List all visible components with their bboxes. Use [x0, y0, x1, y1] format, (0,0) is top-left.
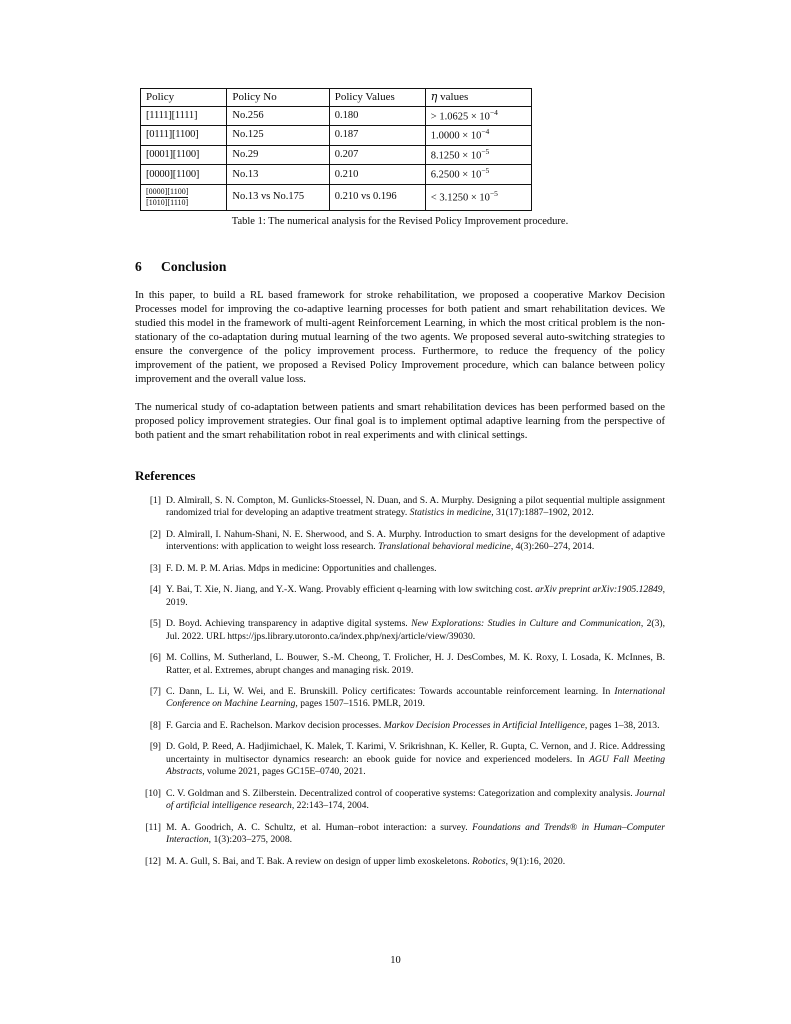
section-number: 6 [135, 258, 142, 274]
table-body [141, 106, 532, 210]
cell-policy-no: No.13 [227, 165, 329, 185]
reference-item [135, 741, 665, 778]
cell-policy [141, 145, 227, 165]
cell-policy [141, 126, 227, 146]
cell-eta-value: > $1.0625 \times 10^{-4}$ [425, 106, 531, 126]
reference-segment: D. Almirall, I. Nahum-Shani, N. E. Sherwood, and S. A. Murphy. Introduction to smart designs for the development of adaptive interventions: with application to weight loss research. [166, 528, 665, 553]
reference-text [166, 529, 665, 554]
column-header-eta-values: η values [425, 89, 531, 107]
cell-policy-no: No.13 vs No.175 [227, 184, 329, 210]
reference-marker: [8] [149, 719, 161, 731]
reference-item [135, 856, 665, 868]
cell-policy [141, 184, 227, 210]
reference-marker: [9] [149, 741, 161, 753]
page-number: 10 [390, 955, 401, 966]
reference-segment: , 2019. [166, 584, 666, 608]
reference-segment: M. Collins, M. Sutherland, L. Bouwer, S.-M. Cheong, T. Frolicher, H. J. DesCombes, M. K. Roxy, I. Losada, K. McInnes, B. Ratter, et al. Extremes, abrupt changes and managing risk. 2019. [166, 652, 665, 676]
reference-marker: [5] [149, 618, 161, 630]
reference-segment: , 1(3):203–275, 2008. [208, 834, 293, 846]
section-title: Conclusion [161, 258, 227, 274]
eta-exponent: −5 [489, 189, 498, 199]
reference-segment: , volume 2021, pages GC15E–0740, 2021. [202, 766, 366, 778]
reference-text [166, 618, 665, 643]
conclusion-paragraph-1: In this paper, to build a RL based framework for stroke rehabilitation, we proposed a cooperative Markov Decision Processes model for improving the co-adaptive learning processes for both patient and smart rehabilitation devices. We studied this model in the framework of multi-agent Reinforcement Learning, in which the most critical problem is the non-stationary of the co-adaptation during mutual learning of the two agents. We proposed several auto-switching strategies to ensure the convergence of the policy improvement process. Furthermore, to reduce the frequency of the policy improvement of the patient, we proposed a Revised Policy Improvement procedure, which can balance between policy improvement and the overall value loss. [135, 288, 665, 386]
reference-text [166, 822, 665, 847]
policy-pair: [1111][1111] [146, 109, 198, 121]
reference-marker: [11] [145, 821, 161, 833]
reference-text [166, 720, 665, 732]
cell-policy [141, 106, 227, 126]
reference-title-italic: New Explorations: Studies in Culture and Communication [411, 618, 641, 630]
reference-segment: , 4(3):260–274, 2014. [510, 541, 595, 553]
reference-marker: [2] [149, 528, 161, 540]
table-header-row [141, 89, 532, 107]
cell-eta-value: $8.1250 \times 10^{-5}$ [425, 145, 531, 165]
reference-text [166, 856, 665, 868]
reference-segment: Y. Bai, T. Xie, N. Jiang, and Y.-X. Wang. Provably efficient q-learning with low switching cost. [166, 584, 536, 596]
reference-title-italic: arXiv preprint arXiv:1905.12849 [535, 584, 663, 596]
reference-segment: M. A. Gull, S. Bai, and T. Bak. A review on design of upper limb exoskeletons. [166, 855, 473, 867]
reference-text [166, 584, 665, 609]
table-row [141, 145, 532, 165]
reference-item [135, 563, 665, 575]
column-header-policy-values: Policy Values [329, 89, 425, 107]
reference-segment: , pages 1507–1516. PMLR, 2019. [295, 698, 425, 710]
reference-marker: [10] [145, 787, 161, 799]
reference-title-italic: Foundations and Trends® in Human–Computer Interaction [166, 821, 665, 846]
column-header-policy: Policy [141, 89, 227, 107]
column-header-policy-no: Policy No [227, 89, 329, 107]
table-row [141, 126, 532, 146]
conclusion-paragraph-2: The numerical study of co-adaptation between patients and smart rehabilitation devices has been performed based on the proposed policy improvement strategies. Our final goal is to implement optimal adaptive learning from the perspective of both patient and the smart rehabilitation robot in real experiments and with clinical settings. [135, 400, 665, 441]
references-heading: References [135, 467, 196, 483]
page-content [135, 88, 665, 877]
reference-segment: , 22:143–174, 2004. [291, 800, 369, 812]
reference-item [135, 720, 665, 732]
reference-segment: D. Almirall, S. N. Compton, M. Gunlicks-Stoessel, N. Duan, and S. A. Murphy. Designing a pilot sequential multiple assignment randomized trial for developing an adaptive treatment strategy. [166, 494, 665, 519]
reference-segment: , 31(17):1887–1902, 2012. [491, 507, 594, 519]
table-1-container [140, 88, 532, 211]
reference-item [135, 618, 665, 643]
cell-policy-value: 0.210 [329, 165, 425, 185]
cell-policy-no: No.256 [227, 106, 329, 126]
reference-text [166, 788, 665, 813]
reference-marker: [4] [149, 584, 161, 596]
reference-marker: [3] [149, 562, 161, 574]
cell-eta-value: $1.0000 \times 10^{-4}$ [425, 126, 531, 146]
reference-text [166, 652, 665, 677]
reference-segment: D. Boyd. Achieving transparency in adaptive digital systems. [166, 618, 412, 630]
eta-exponent: −4 [481, 127, 490, 137]
reference-marker: [7] [149, 685, 161, 697]
reference-item [135, 652, 665, 677]
stacked-policy-pair [146, 187, 188, 208]
reference-segment: F. D. M. P. M. Arias. Mdps in medicine: Opportunities and challenges. [166, 562, 437, 574]
reference-title-italic: Translational behavioral medicine [378, 541, 511, 553]
reference-title-italic: International Conference on Machine Learning [166, 685, 665, 710]
reference-segment: D. Gold, P. Reed, A. Hadjimichael, K. Malek, T. Karimi, V. Srikrishnan, K. Keller, R. Gupta, C. Vernon, and J. Rice. Addressing uncertainty in multisector dynamics research: an ebook guide for novice and experienced modelers. In [166, 741, 665, 765]
cell-eta-value: < $3.1250 \times 10^{-5}$ [425, 184, 531, 210]
reference-title-italic: Markov Decision Processes in Artificial Intelligence [383, 719, 585, 731]
eta-exponent: −5 [481, 166, 490, 176]
reference-text [166, 686, 665, 711]
table-row [141, 106, 532, 126]
reference-segment: M. A. Goodrich, A. C. Schultz, et al. Human–robot interaction: a survey. [166, 821, 473, 833]
reference-title-italic: Robotics [472, 855, 506, 867]
reference-item [135, 788, 665, 813]
reference-item [135, 529, 665, 554]
reference-marker: [12] [145, 855, 161, 867]
cell-policy-value: 0.210 vs 0.196 [329, 184, 425, 210]
reference-text [166, 741, 665, 778]
section-heading-conclusion [135, 259, 665, 275]
reference-title-italic: Journal of artificial intelligence research [166, 787, 665, 812]
table-1-caption: Table 1: The numerical analysis for the Revised Policy Improvement procedure. [231, 215, 569, 227]
table-row [141, 184, 532, 210]
cell-policy-no: No.29 [227, 145, 329, 165]
reference-segment: C. V. Goldman and S. Zilberstein. Decentralized control of cooperative systems: Categorization and complexity analysis. [166, 787, 636, 799]
table-row [141, 165, 532, 185]
reference-item [135, 584, 665, 609]
policy-pair: [0111][1100] [146, 129, 199, 141]
cell-policy-value: 0.207 [329, 145, 425, 165]
eta-exponent: −5 [481, 146, 490, 156]
reference-segment: F. Garcia and E. Rachelson. Markov decision processes. [166, 719, 384, 731]
reference-title-italic: AGU Fall Meeting Abstracts [166, 753, 665, 778]
reference-marker: [6] [149, 652, 161, 664]
stacked-policy-top: [0000][1100] [146, 186, 189, 196]
reference-title-italic: Statistics in medicine [409, 507, 492, 519]
cell-policy [141, 165, 227, 185]
reference-item [135, 686, 665, 711]
numerical-analysis-table [140, 88, 532, 211]
reference-segment: C. Dann, L. Li, W. Wei, and E. Brunskill. Policy certificates: Towards accountable reinforcement learning. In [166, 685, 615, 697]
reference-item [135, 822, 665, 847]
reference-segment: , 2(3), Jul. 2022. URL https://jps.library.utoronto.ca/index.php/nexj/article/view/39030. [166, 618, 665, 642]
cell-policy-no: No.125 [227, 126, 329, 146]
reference-marker: [1] [149, 494, 161, 506]
reference-segment: , pages 1–38, 2013. [584, 719, 660, 731]
reference-item [135, 495, 665, 520]
reference-text [166, 495, 665, 520]
reference-segment: , 9(1):16, 2020. [505, 855, 566, 867]
policy-pair: [0001][1100] [146, 149, 200, 161]
cell-eta-value: $6.2500 \times 10^{-5}$ [425, 165, 531, 185]
reference-list [135, 495, 665, 868]
cell-policy-value: 0.180 [329, 106, 425, 126]
stacked-policy-bottom: [1010][1110] [146, 197, 189, 207]
reference-text [166, 563, 665, 575]
eta-exponent: −4 [489, 107, 498, 117]
cell-policy-value: 0.187 [329, 126, 425, 146]
policy-pair: [0000][1100] [146, 168, 200, 180]
